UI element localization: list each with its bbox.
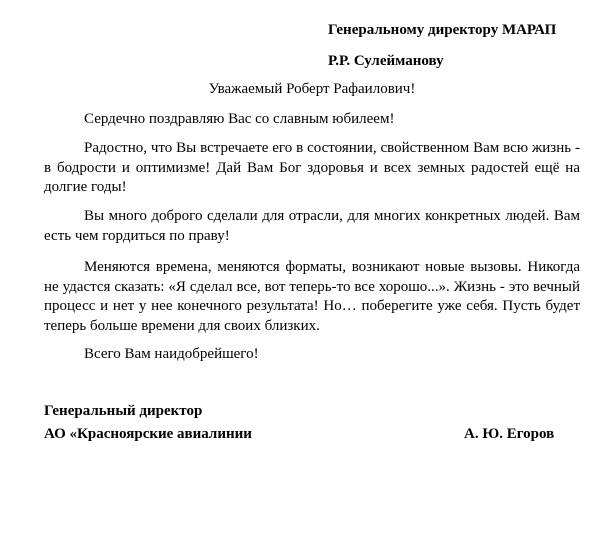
paragraph-achievements: Вы много доброго сделали для отрасли, для многих конкретных людей. Вам есть чем гордиться по праву! bbox=[44, 208, 580, 244]
letter-page bbox=[44, 0, 580, 549]
signer-company: АО «Красноярские авиалинии bbox=[44, 426, 252, 442]
signer-title: Генеральный директор bbox=[44, 403, 203, 419]
recipient-title: Генеральному директору МАРАП bbox=[328, 22, 557, 38]
recipient-name: Р.Р. Сулейманову bbox=[328, 53, 444, 69]
paragraph-congratulation: Сердечно поздравляю Вас со славным юбилеем! bbox=[84, 111, 395, 127]
signer-name: А. Ю. Егоров bbox=[464, 426, 555, 442]
paragraph-changing-times: Меняются времена, меняются форматы, возникают новые вызовы. Никогда не удастся сказать: «Я сделал все, вот теперь-то все хорошо...». Жизнь - это вечный процесс и нет у нее конечного результата! Но… поберегите уже себя. Пусть будет теперь больше времени для своих близких. bbox=[44, 259, 580, 334]
paragraph-closing: Всего Вам наидобрейшего! bbox=[84, 346, 259, 362]
paragraph-wishes: Радостно, что Вы встречаете его в состоянии, свойственном Вам всю жизнь - в бодрости и оптимизме! Дай Вам Бог здоровья и всех земных радостей ещё на долгие годы! bbox=[44, 140, 580, 195]
salutation: Уважаемый Роберт Рафаилович! bbox=[208, 81, 416, 97]
